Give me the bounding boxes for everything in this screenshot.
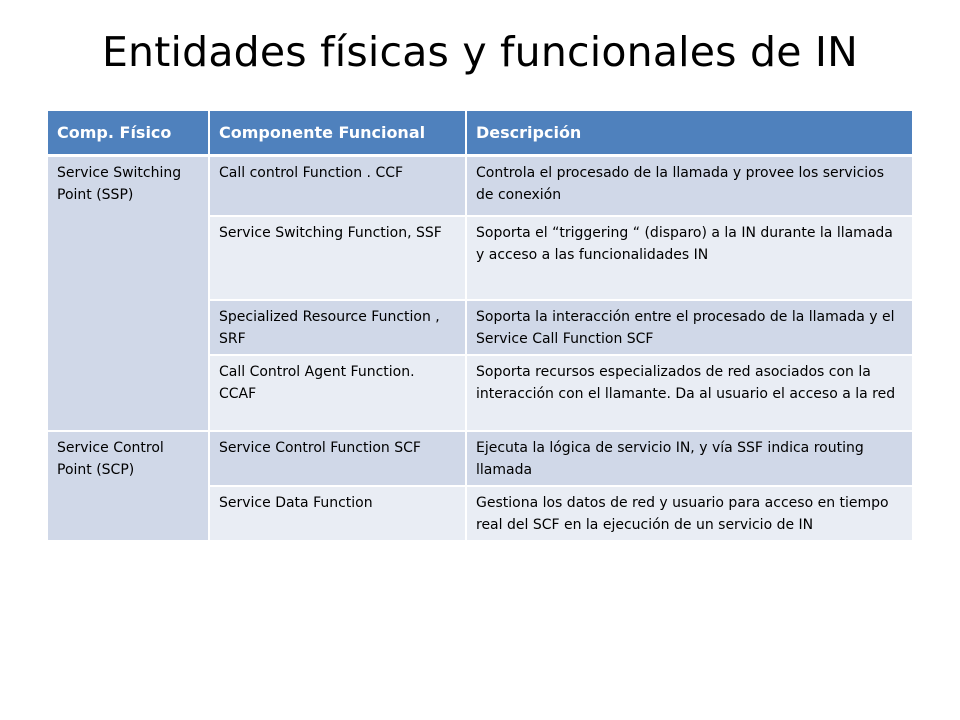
description: Gestiona los datos de red y usuario para acceso en tiempo real del SCF en la ejecución de un servicio de IN [466, 486, 912, 541]
functional-component: Call Control Agent Function. CCAF [209, 355, 466, 431]
description: Controla el procesado de la llamada y provee los servicios de conexión [466, 156, 912, 216]
table-row [48, 431, 912, 486]
description: Soporta recursos especializados de red asociados con la interacción con el llamante. Da al usuario el acceso a la red [466, 355, 912, 431]
table-header-row [48, 111, 912, 156]
header-physical: Comp. Físico [48, 111, 209, 156]
entities-table [48, 111, 912, 542]
header-functional: Componente Funcional [209, 111, 466, 156]
physical-component-scp: Service Control Point (SCP) [48, 431, 209, 541]
slide-title: Entidades físicas y funcionales de IN [101, 28, 859, 76]
functional-component: Service Data Function [209, 486, 466, 541]
table-row [48, 156, 912, 216]
description: Ejecuta la lógica de servicio IN, y vía SSF indica routing llamada [466, 431, 912, 486]
functional-component: Service Switching Function, SSF [209, 216, 466, 300]
functional-component: Call control Function . CCF [209, 156, 466, 216]
description: Soporta el “triggering “ (disparo) a la IN durante la llamada y acceso a las funcionalidades IN [466, 216, 912, 300]
description: Soporta la interacción entre el procesado de la llamada y el Service Call Function SCF [466, 300, 912, 355]
physical-component-ssp: Service Switching Point (SSP) [48, 156, 209, 431]
functional-component: Service Control Function SCF [209, 431, 466, 486]
functional-component: Specialized Resource Function , SRF [209, 300, 466, 355]
header-description: Descripción [466, 111, 912, 156]
